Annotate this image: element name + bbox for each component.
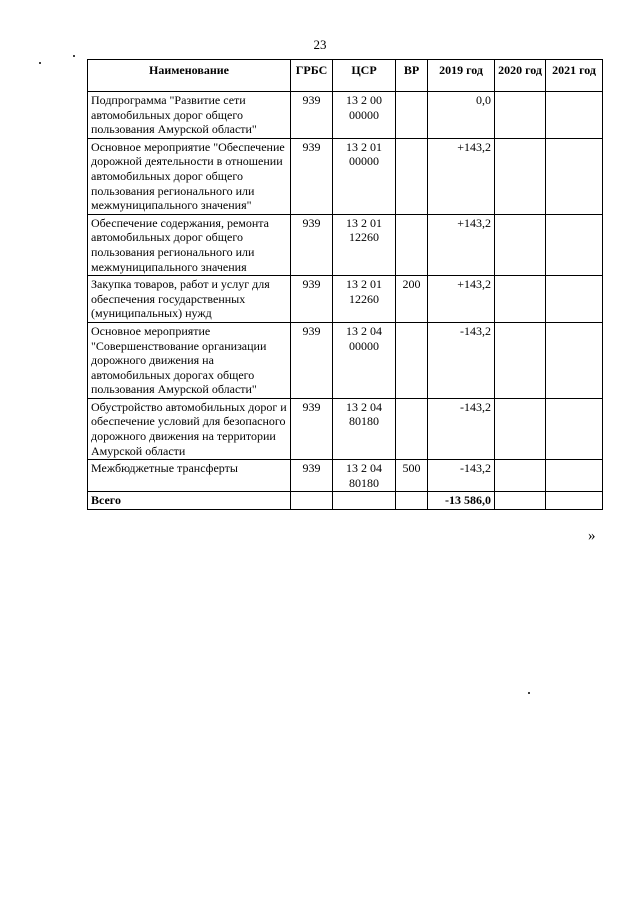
header-2019: 2019 год [428, 60, 495, 92]
row-2020 [495, 138, 546, 214]
row-name: Подпрограмма "Развитие сети автомобильных дорог общего пользования Амурской области" [88, 92, 291, 139]
csr-part-2: 80180 [349, 475, 379, 490]
table-row [88, 138, 603, 214]
row-2020 [495, 460, 546, 492]
row-2020 [495, 92, 546, 139]
table-row [88, 276, 603, 323]
table-row [88, 92, 603, 139]
scan-speck [528, 692, 530, 694]
table-row [88, 398, 603, 459]
row-vr [396, 398, 428, 459]
table-row [88, 214, 603, 275]
total-grbs [291, 492, 333, 510]
csr-part-1: 13 2 00 [346, 93, 382, 107]
row-2021 [546, 398, 603, 459]
header-2021: 2021 год [546, 60, 603, 92]
row-csr [333, 322, 396, 398]
csr-part-2: 00000 [349, 154, 379, 169]
csr-part-2: 00000 [349, 338, 379, 353]
csr-part-2: 12260 [349, 230, 379, 245]
row-name: Обустройство автомобильных дорог и обеспечение условий для безопасного дорожного движения на территории Амурской области [88, 398, 291, 459]
scan-speck [39, 62, 41, 64]
row-2020 [495, 276, 546, 323]
row-2019: +143,2 [428, 214, 495, 275]
row-vr: 500 [396, 460, 428, 492]
row-vr [396, 138, 428, 214]
row-2021 [546, 92, 603, 139]
row-2021 [546, 214, 603, 275]
row-name: Основное мероприятие "Обеспечение дорожной деятельности в отношении автомобильных дорог общего пользования регионального или межмуниципального значения" [88, 138, 291, 214]
row-grbs: 939 [291, 460, 333, 492]
row-2019: +143,2 [428, 138, 495, 214]
row-2021 [546, 322, 603, 398]
row-grbs: 939 [291, 138, 333, 214]
header-name: Наименование [88, 60, 291, 92]
row-csr [333, 138, 396, 214]
row-csr [333, 214, 396, 275]
row-csr [333, 276, 396, 323]
row-2020 [495, 398, 546, 459]
csr-part-1: 13 2 01 [346, 215, 382, 230]
row-grbs: 939 [291, 92, 333, 139]
total-label: Всего [88, 492, 291, 510]
total-2020 [495, 492, 546, 510]
row-2019: 0,0 [428, 92, 495, 139]
row-2020 [495, 214, 546, 275]
row-2021 [546, 138, 603, 214]
row-csr [333, 92, 396, 139]
row-vr: 200 [396, 276, 428, 323]
row-name: Межбюджетные трансферты [88, 460, 291, 492]
budget-table [87, 59, 603, 510]
closing-quote: » [588, 528, 596, 544]
total-csr [333, 492, 396, 510]
total-2021 [546, 492, 603, 510]
row-vr [396, 214, 428, 275]
row-vr [396, 322, 428, 398]
row-csr [333, 398, 396, 459]
header-csr: ЦСР [333, 60, 396, 92]
csr-part-2: 12260 [349, 291, 379, 306]
total-2019: -13 586,0 [428, 492, 495, 510]
table-header-row [88, 60, 603, 92]
row-2019: -143,2 [428, 398, 495, 459]
row-name: Закупка товаров, работ и услуг для обеспечения государственных (муниципальных) нужд [88, 276, 291, 323]
table-total-row [88, 492, 603, 510]
row-2020 [495, 322, 546, 398]
row-2019: +143,2 [428, 276, 495, 323]
csr-part-1: 13 2 01 [346, 277, 382, 292]
header-vr: ВР [396, 60, 428, 92]
header-grbs: ГРБС [291, 60, 333, 92]
table-row [88, 322, 603, 398]
row-2021 [546, 460, 603, 492]
csr-part-1: 13 2 04 [346, 461, 382, 476]
row-vr [396, 92, 428, 139]
row-grbs: 939 [291, 322, 333, 398]
row-grbs: 939 [291, 214, 333, 275]
page-number: 23 [313, 37, 327, 52]
row-csr [333, 460, 396, 492]
row-name: Основное мероприятие "Совершенствование организации дорожного движения на автомобильных дорогах общего пользования Амурской области" [88, 322, 291, 398]
csr-part-2: 00000 [349, 107, 379, 122]
row-2019: -143,2 [428, 322, 495, 398]
row-grbs: 939 [291, 398, 333, 459]
row-name: Обеспечение содержания, ремонта автомобильных дорог общего пользования регионального или межмуниципального значения [88, 214, 291, 275]
csr-part-1: 13 2 01 [346, 139, 382, 154]
csr-part-1: 13 2 04 [346, 399, 382, 414]
row-grbs: 939 [291, 276, 333, 323]
total-vr [396, 492, 428, 510]
header-2020: 2020 год [495, 60, 546, 92]
scan-speck [73, 55, 75, 57]
csr-part-1: 13 2 04 [346, 323, 382, 338]
row-2021 [546, 276, 603, 323]
table-row [88, 460, 603, 492]
row-2019: -143,2 [428, 460, 495, 492]
csr-part-2: 80180 [349, 414, 379, 429]
